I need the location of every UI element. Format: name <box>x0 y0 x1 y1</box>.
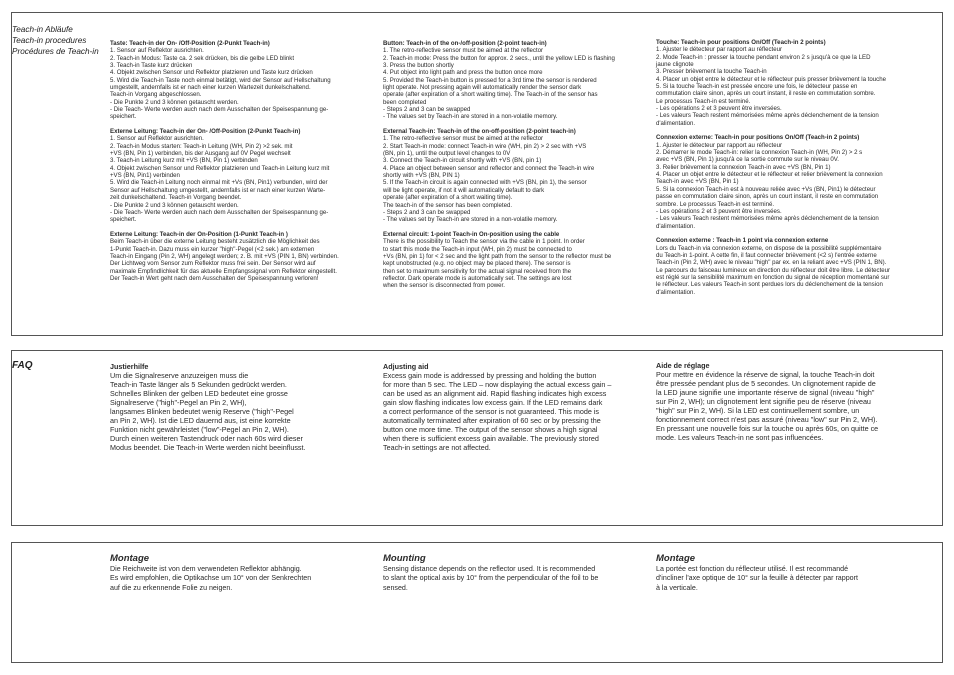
procedure-line: 2. Start Teach-in mode: connect Teach-in wire (WH, pin 2) > 2 sec with +VS <box>383 142 587 150</box>
procedure-line: - Les valeurs Teach restent mémorisées même après déclenchement de la tension <box>656 112 879 120</box>
faq-line: sur Pin 2, WH); un clignotement lent signifie peu de réserve (niveau <box>656 397 871 407</box>
mounting-line: to slant the optical axis by 10° from the perpendicular of the foil to be <box>383 574 599 583</box>
label-fr: Procédures de Teach-in <box>12 47 99 56</box>
procedure-line: passe en commutation claire sinon, après un court instant, il reste en commutation <box>656 193 879 201</box>
procedure-line: 2. Démarrer le mode Teach-in: relier la connexion Teach-in (WH, Pin 2) > 2 s <box>656 149 863 157</box>
mounting-english-column <box>383 553 645 593</box>
teach-in-french-column <box>656 39 918 303</box>
procedure-line: Le parcours du faisceau lumineux en direction du réflecteur doit être libre. Le détecteur <box>656 266 891 274</box>
procedure-line: 2. Teach-in mode: Press the button for approx. 2 secs., until the yellow LED is flashing <box>383 54 615 62</box>
procedure-line: 4. Objekt zwischen Sensor und Reflektor platzieren und Taste kurz drücken <box>110 69 313 77</box>
faq-line: gain slow flashing indicates low excess gain. If the LED remains dark <box>383 398 603 408</box>
faq-line: automatically terminated after expiration of 60 sec or by pressing the <box>383 416 601 426</box>
procedure-block <box>656 39 918 127</box>
procedure-line: 5. If the Teach-in circuit is again connected with +VS (BN, pin 1), the sensor <box>383 179 587 187</box>
procedure-line: Lors du Teach-in via connexion externe, on dispose de la possibilité supplémentaire <box>656 244 882 252</box>
teach-in-procedures-label <box>12 24 112 57</box>
procedure-title: Externe Leitung: Teach-in der On-Position (1-Punkt Teach-in ) <box>110 230 288 238</box>
procedure-line: 3. Presser brièvement la touche Teach-in <box>656 68 767 76</box>
procedure-line: - Die Punkte 2 und 3 können getauscht werden. <box>110 201 239 209</box>
faq-line: button one more time. The output of the sensor shows a high signal <box>383 425 598 435</box>
faq-label: FAQ <box>12 360 33 371</box>
procedure-line: commutation claire sinon, après un court instant, il reste en commutation sombre. <box>656 90 876 98</box>
procedure-line: 4. Placer un objet entre le détecteur et le réflecteur et relier brièvement la connexion <box>656 171 883 179</box>
faq-line: a correct performance of the sensor is not guaranteed. This mode is <box>383 407 600 417</box>
faq-en-title: Adjusting aid <box>383 362 429 371</box>
procedure-line: The teach-in of the sensor has been completed. <box>383 201 513 209</box>
procedure-line: maximale Empfindlichkeit für das aktuelle Empfangssignal vom Reflektor eingestellt. <box>110 267 337 275</box>
procedure-line: 1. The retro-reflective sensor must be aimed at the reflector <box>383 47 544 55</box>
procedure-line: 3. Press the button shortly <box>383 62 454 70</box>
procedure-line: - Die Teach- Werte werden auch nach dem Ausschalten der Speisespannung ge- <box>110 208 329 216</box>
teach-in-english-column <box>383 40 645 297</box>
procedure-line: 4. Place an object between sensor and reflector and connect the Teach-in wire <box>383 164 595 172</box>
procedure-block <box>110 40 372 121</box>
procedure-line: 1-Punkt Teach-in. Dazu muss ein kurzer "high"-Pegel (<2 sek.) am externen <box>110 245 315 253</box>
procedure-line: - Die Punkte 2 und 3 können getauscht werden. <box>110 98 239 106</box>
procedure-line: zeit dunkelschaltend. Teach-in Vorgang beendet. <box>110 194 242 202</box>
label-de: Teach-in Abläufe <box>12 25 73 34</box>
procedure-line: reflector. Dark operate mode is automatically set. The settings are lost <box>383 274 572 282</box>
mounting-en-title: Mounting <box>383 553 426 564</box>
procedure-line: jaune clignote <box>656 61 694 69</box>
faq-german-column <box>110 362 372 452</box>
procedure-line: Der Lichtweg vom Sensor zum Reflektor muss frei sein. Der Sensor wird auf <box>110 260 316 268</box>
procedure-line: 1. The retro-reflective sensor must be aimed at the reflector <box>383 135 544 143</box>
procedure-line: 5. Wird die Teach-in Taste noch einmal betätigt, wird der Sensor auf Hellschaltung <box>110 76 331 84</box>
procedure-line: est réglé sur la sensibilité maximum en fonction du signal de réception momentané sur <box>656 273 890 281</box>
procedure-line: 2. Teach-in Modus: Taste ca. 2 sek drücken, bis die gelbe LED blinkt <box>110 54 295 62</box>
faq-line: Excess gain mode is addressed by pressing and holding the button <box>383 371 597 381</box>
procedure-line: speichert. <box>110 216 137 224</box>
procedure-line: - The values set by Teach-in are stored in a non-volatile memory. <box>383 216 558 224</box>
procedure-line: 2. Mode Teach-in : presser la touche pendant environ 2 s jusqu'à ce que la LED <box>656 53 871 61</box>
procedure-line: kept unobstructed (e.g. no object may be placed there). The sensor is <box>383 260 571 268</box>
procedure-line: +VS (BN, Pin 1) verbinden, bis der Ausgang auf 0V Pegel wechselt <box>110 150 291 158</box>
procedure-block <box>656 237 918 296</box>
faq-line: Pour mettre en évidence la réserve de signal, la touche Teach-in doit <box>656 370 875 380</box>
mounting-line: d'incliner l'axe optique de 10° sur la feuille à détecter par rapport <box>656 574 858 583</box>
procedure-line: - Les opérations 2 et 3 peuvent être inversées. <box>656 105 782 113</box>
faq-de-title: Justierhilfe <box>110 362 149 371</box>
faq-line: Modus beendet. Die Teach-in Werte werden nicht beeinflusst. <box>110 443 306 453</box>
procedure-block <box>383 128 645 223</box>
procedure-line: d'alimentation. <box>656 119 696 127</box>
procedure-line: du Teach-in 1-point. A cette fin, il faut connecter brièvement (<2 s) l'entrée externe <box>656 251 877 259</box>
procedure-line: +VS (BN, Pin1) verbinden <box>110 172 180 180</box>
mounting-line: Die Reichweite ist von dem verwendeten Reflektor abhängig. <box>110 565 302 573</box>
procedure-line: Teach-in Vorgang abgeschlossen. <box>110 91 202 99</box>
mounting-german-column <box>110 553 372 593</box>
procedure-title: Touche: Teach-in pour positions On/Off (Teach-in 2 points) <box>656 39 826 46</box>
faq-line: "high" sur Pin 2, WH). Si la LED est continuellement sombre, un <box>656 406 860 416</box>
procedure-line: 2. Teach-in Modus starten: Teach-in Leitung (WH, Pin 2) >2 sek. mit <box>110 142 293 150</box>
procedure-line: 3. Relier brièvement la connexion Teach-in avec +VS (BN, Pin 1) <box>656 163 831 171</box>
procedure-line: - Steps 2 and 3 can be swapped <box>383 106 471 114</box>
procedure-line: Le processus Teach-in est terminé. <box>656 97 751 105</box>
procedure-block <box>110 128 372 223</box>
mounting-line: Sensing distance depends on the reflector used. It is recommended <box>383 565 596 573</box>
procedure-line: - Steps 2 and 3 can be swapped <box>383 208 471 216</box>
faq-line: Teach-in settings are not affected. <box>383 443 491 453</box>
procedure-title: Connexion externe : Teach-in 1 point via connexion externe <box>656 237 829 245</box>
teach-in-german-column <box>110 40 372 290</box>
procedure-line: operate (after expiration of a short waiting time). <box>383 194 513 202</box>
procedure-line: Teach-in Eingang (Pin 2, WH) angelegt werden; z. B. mit +VS (PIN 1, BN) verbinden. <box>110 252 339 260</box>
procedure-line: umgestellt, andernfalls ist er nach einer kurzen Wartezeit dunkelschaltend. <box>110 84 311 92</box>
procedure-line: Beim Teach-in über die externe Leitung besteht zusätzlich die Möglichkeit des <box>110 238 320 246</box>
faq-line: Durch einen weiteren Tastendruck oder nach 60s wird dieser <box>110 434 303 444</box>
faq-line: En pressant une nouvelle fois sur la touche ou après 60s, on quitte ce <box>656 424 879 434</box>
procedure-block <box>383 40 645 121</box>
faq-line: Teach-in Taste länger als 5 Sekunden gedrückt werden. <box>110 380 287 390</box>
procedure-line: le réflecteur. Les valeurs Teach-in sont perdues lors du déclenchement de la tension <box>656 281 883 289</box>
procedure-title: Taste: Teach-in der On- /Off-Position (2-Punkt Teach-in) <box>110 40 270 47</box>
procedure-line: +Vs (BN, pin 1) for < 2 sec and the light path from the sensor to the reflector must be <box>383 252 612 260</box>
faq-line: when there is sufficient excess gain available. The previously stored <box>383 434 599 444</box>
procedure-line: then set to maximum sensitivity for the actual signal received from the <box>383 267 571 275</box>
procedure-block <box>656 134 918 229</box>
faq-line: Funktion nicht gewährleistet ("low"-Pegel an Pin 2, WH). <box>110 425 289 435</box>
faq-line: langsames Blinken bedeutet wenig Reserve ("high"-Pegel <box>110 407 294 417</box>
mounting-line: La portée est fonction du réflecteur utilisé. Il est recommandé <box>656 565 849 573</box>
procedure-block <box>110 231 372 282</box>
procedure-line: 3. Connect the Teach-in circuit shortly with +VS (BN, pin 1) <box>383 157 542 165</box>
procedure-line: 4. Put object into light path and press the button once more <box>383 69 543 77</box>
procedure-line: 5. Si la connexion Teach-in est à nouveau reliée avec +Vs (BN, Pin1) le détecteur <box>656 185 876 193</box>
procedure-line: Der Teach-in Wert geht nach dem Ausschalten der Speisespannung verloren! <box>110 274 319 282</box>
procedure-line: Teach-in (Pin 2, WH) avec le niveau "high" par ex. en la reliant avec +VS (PIN 1, BN). <box>656 259 887 267</box>
procedure-line: light operate. Not pressing again will automatically render the sensor dark <box>383 84 582 92</box>
mounting-line: à la verticale. <box>656 583 698 592</box>
procedure-line: 3. Teach-in Leitung kurz mit +VS (BN, Pin 1) verbinden <box>110 157 258 165</box>
procedure-line: Teach-in avec +VS (BN, Pin 1) <box>656 178 739 186</box>
procedure-line: - Les valeurs Teach restent mémorisées même après déclenchement de la tension <box>656 215 879 223</box>
procedure-line: - Die Teach- Werte werden auch nach dem Ausschalten der Speisespannung ge- <box>110 106 329 114</box>
mounting-french-column <box>656 553 918 593</box>
procedure-line: been completed <box>383 98 427 106</box>
faq-french-column <box>656 361 918 442</box>
label-en: Teach-in procedures <box>12 36 87 45</box>
procedure-line: 1. Ajuster le détecteur par rapport au réflecteur <box>656 141 783 149</box>
procedure-title: Connexion externe: Teach-in pour positions On/Off (Teach-in 2 points) <box>656 134 860 142</box>
procedure-line: speichert. <box>110 113 137 121</box>
faq-line: Signalreserve ("high"-Pegel an Pin 2, WH), <box>110 398 247 408</box>
procedure-line: operate (after expiration of a short waiting time). The Teach-in of the sensor has <box>383 91 598 99</box>
procedure-line: 5. Provided the Teach-in button is pressed for a 3rd time the sensor is rendered <box>383 76 597 84</box>
procedure-line: 4. Objekt zwischen Sensor und Reflektor platzieren und Teach-in Leitung kurz mit <box>110 164 330 172</box>
faq-line: Schnelles Blinken der gelben LED bedeutet eine grosse <box>110 389 288 399</box>
procedure-line: 1. Sensor auf Reflektor ausrichten. <box>110 47 204 55</box>
faq-line: mode. Les valeurs Teach-in ne sont pas influencées. <box>656 433 824 443</box>
faq-line: Um die Signalreserve anzuzeigen muss die <box>110 371 249 381</box>
procedure-title: External circuit: 1-point Teach-in On-position using the cable <box>383 230 560 238</box>
procedure-line: 1. Ajuster le détecteur par rapport au réflecteur <box>656 46 783 54</box>
faq-line: fonctionnement correct n'est pas assuré (niveau "low" sur Pin 2, WH). <box>656 415 878 425</box>
faq-english-column <box>383 362 645 452</box>
mounting-line: sensed. <box>383 583 408 592</box>
faq-line: la LED jaune signifie une importante réserve de signal (niveau "high" <box>656 388 875 398</box>
faq-fr-title: Aide de réglage <box>656 361 710 370</box>
procedure-line: sombre. Le processus Teach-in est terminé. <box>656 200 775 208</box>
procedure-line: will be light operate, if not it will automatically default to dark <box>383 186 545 194</box>
procedure-line: 5. Si la touche Teach-in est pressée encore une fois, le détecteur passe en <box>656 83 858 91</box>
procedure-line: when the sensor is disconnected from power. <box>383 282 505 290</box>
procedure-title: External Teach-in: Teach-in of the on-off-position (2-point teach-in) <box>383 128 576 136</box>
procedure-line: 5. Wird die Teach-in Leitung noch einmal mit +Vs (BN, Pin1) verbunden, wird der <box>110 179 328 187</box>
mounting-de-title: Montage <box>110 553 150 564</box>
procedure-line: d'alimentation. <box>656 288 696 296</box>
faq-line: an Pin 2, WH). Ist die LED dauernd aus, ist eine korrekte <box>110 416 291 426</box>
procedure-line: avec +VS (BN, Pin 1) jusqu'à ce la sortie commute sur le niveau 0V. <box>656 156 839 164</box>
procedure-title: Externe Leitung: Teach-in der On- /Off-Position (2-Punkt Teach-in) <box>110 128 301 136</box>
procedure-line: 1. Sensor auf Reflektor ausrichten. <box>110 135 204 143</box>
procedure-line: - Les opérations 2 et 3 peuvent être inversées. <box>656 207 782 215</box>
mounting-line: auf die zu erkennende Folie zu neigen. <box>110 583 233 592</box>
mounting-fr-title: Montage <box>656 553 696 564</box>
procedure-line: shortly with +VS (BN, PIN 1) <box>383 172 460 180</box>
mounting-line: Es wird empfohlen, die Optikachse um 10° von der Senkrechten <box>110 574 312 583</box>
procedure-block <box>383 231 645 290</box>
procedure-line: 4. Placer un objet entre le détecteur et le réflecteur puis presser brièvement la touche <box>656 75 886 83</box>
procedure-line: to start this mode the Teach-in input (WH, pin 2) must be connected to <box>383 245 572 253</box>
procedure-line: Sensor auf Hellschaltung umgestellt, andernfalls ist er nach einer kurzen Warte- <box>110 186 326 194</box>
faq-line: for more than 5 sec. The LED – now displaying the actual excess gain – <box>383 380 612 390</box>
procedure-line: There is the possibility to Teach the sensor via the cable in 1 point. In order <box>383 238 585 246</box>
faq-line: can be used as an alignment aid. Rapid flashing indicates high excess <box>383 389 607 399</box>
procedure-line: (BN, pin 1), until the output level changes to 0V <box>383 150 511 158</box>
faq-line: être pressée pendant plus de 5 secondes. Un clignotement rapide de <box>656 379 876 389</box>
procedure-line: - The values set by Teach-in are stored in a non-volatile memory. <box>383 113 558 121</box>
procedure-title: Button: Teach-in of the on-/off-position (2-point teach-in) <box>383 40 547 47</box>
procedure-line: 3. Teach-in Taste kurz drücken <box>110 62 193 70</box>
procedure-line: d'alimentation. <box>656 222 696 230</box>
